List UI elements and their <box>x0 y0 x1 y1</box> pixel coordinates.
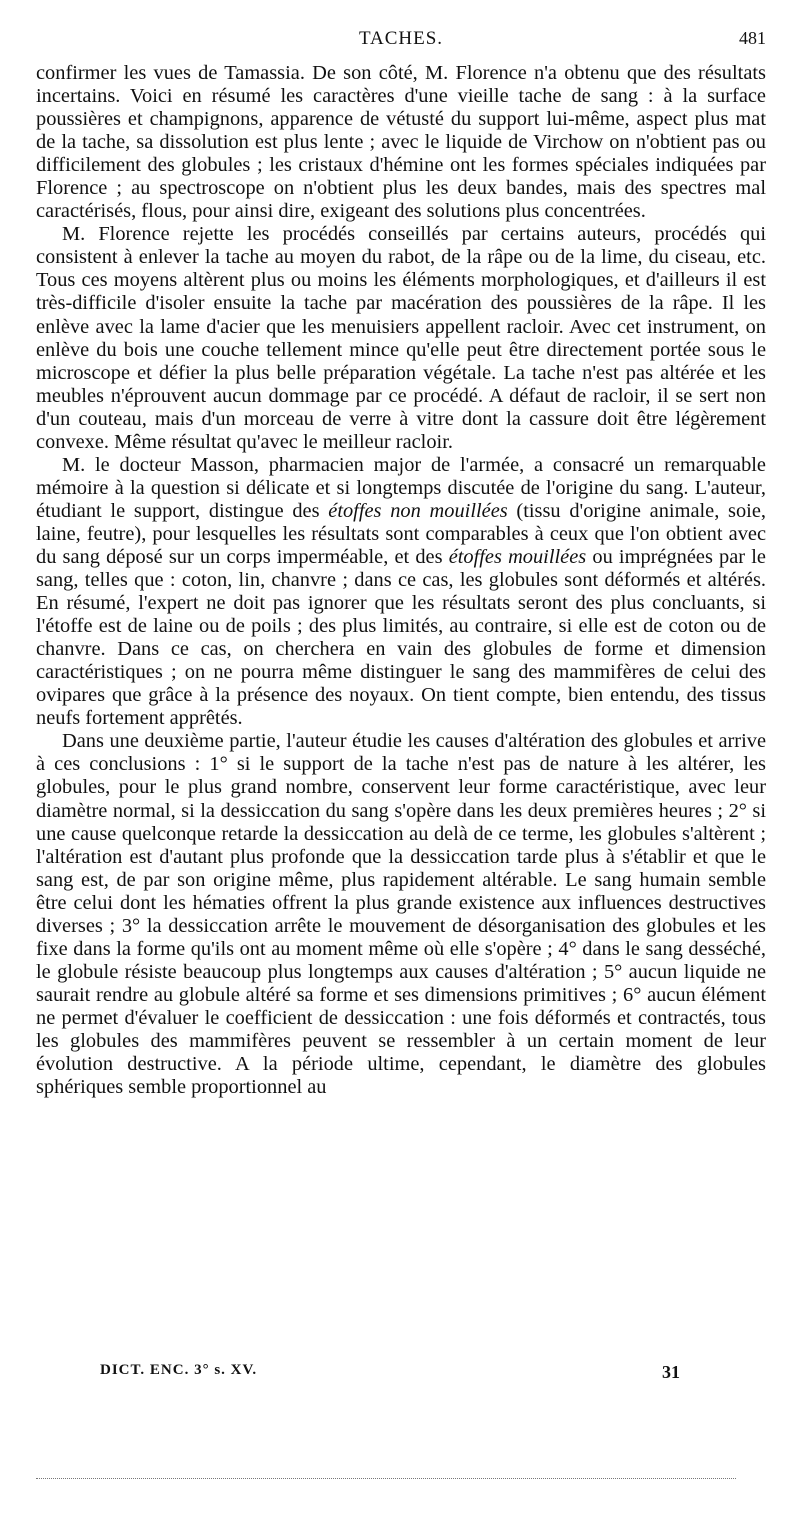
running-head <box>36 28 766 54</box>
text-run: (tissu d'origine animale, soie, laine, feutre), pour lesquelles les résultats sont comparables à ceux que l'on obtient avec du sang déposé sur un corps imperméable, et des <box>36 499 766 568</box>
text-run: M. le docteur Masson, pharmacien major de l'armée, a consacré un remarquable mémoire à la question si délicate et si longtemps discutée de l'origine du sang. L'auteur, étudiant le support, distingue des <box>36 453 766 522</box>
body-text <box>36 62 766 1099</box>
paragraph <box>36 454 766 731</box>
signature-mark: DICT. ENC. 3° s. XV. <box>100 1362 258 1378</box>
italic-term: étoffes non mouillées <box>328 499 508 522</box>
text-run: Dans une deuxième partie, l'auteur étudie les causes d'altération des globules et arrive à ces conclusions : 1° si le support de la tache n'est pas de nature à les altérer, les globules, pour le plus grand nombre, conservent leur forme caractéristique, avec leur diamètre normal, si la dessiccation du sang s'opère dans les deux premières heures ; 2° si une cause quelconque retarde la dessiccation au delà de ce terme, les globules s'altèrent ; l'altération est d'autant plus profonde que la dessiccation tarde plus à s'établir et que le sang est, de par son origine même, plus rapidement altérable. Le sang humain semble être celui dont les hématies offrent la plus grande existence aux influences destructives diverses ; 3° la dessiccation arrête le mouvement de désorganisation des globules et les fixe dans la forme qu'ils ont au moment même où elle s'opère ; 4° dans le sang desséché, le globule résiste beaucoup plus longtemps aux causes d'altération ; 5° aucun liquide ne saurait rendre au globule altéré sa forme et ses dimensions primitives ; 6° aucun élément ne permet d'évaluer le coefficient de dessiccation : une fois déformés et contractés, tous les globules des mammifères peuvent se ressembler à un certain moment de leur évolution destructive. A la période ultime, cependant, le diamètre des globules sphériques semble proportionnel au <box>36 730 766 1099</box>
text-run: confirmer les vues de Tamassia. De son côté, M. Florence n'a obtenu que des résultats incertains. Voici en résumé les caractères d'une vieille tache de sang : à la surface poussières et champignons, apparence de vétusté du support lui-même, aspect plus mat de la tache, sa dissolution est plus lente ; avec le liquide de Virchow on n'obtient pas ou difficilement des globules ; les cristaux d'hémine ont les formes spéciales indiquées par Florence ; au spectroscope on n'obtient plus les deux bandes, mais des spectres mal caractérisés, flous, pour ainsi dire, exigeant des solutions plus concentrées. <box>36 62 766 223</box>
text-run: ou imprégnées par le sang, telles que : coton, lin, chanvre ; dans ce cas, les globules sont déformés et altérés. En résumé, l'expert ne doit pas ignorer que les résultats seront des plus concluants, si l'étoffe est de laine ou de poils ; des plus limités, au contraire, si elle est de coton ou de chanvre. Dans ce cas, on cherchera en vain des globules de forme et dimension caractéristiques ; on ne pourra même distinguer le sang des mammifères de celui des ovipares que grâce à la présence des noyaux. On tient compte, bien entendu, des tissus neufs fortement apprêtés. <box>36 545 766 730</box>
paragraph <box>36 730 766 1099</box>
paragraph <box>36 62 766 223</box>
page-footer <box>100 1362 680 1386</box>
paragraph <box>36 223 766 453</box>
page-number: 481 <box>739 28 766 48</box>
bottom-dotted-rule <box>36 1478 736 1479</box>
page-header-title: TACHES. <box>358 28 444 49</box>
text-run: M. Florence rejette les procédés conseillés par certains auteurs, procédés qui consistent à enlever la tache au moyen du rabot, de la râpe ou de la lime, du ciseau, etc. Tous ces moyens altèrent plus ou moins les éléments morphologiques, et d'ailleurs il est très-difficile d'isoler ensuite la tache par macération des poussières de la râpe. Il les enlève avec la lame d'acier que les menuisiers appellent racloir. Avec cet instrument, on enlève du bois une couche tellement mince qu'elle peut être directement portée sous le microscope et défier la plus belle préparation végétale. La tache n'est pas altérée et les meubles n'éprouvent aucun dommage par ce procédé. A défaut de racloir, il se sert non d'un couteau, mais d'un morceau de verre à vitre dont la cassure doit être légèrement convexe. Même résultat qu'avec le meilleur racloir. <box>36 223 766 453</box>
italic-term: étoffes mouillées <box>448 545 587 568</box>
sheet-number: 31 <box>662 1362 680 1382</box>
